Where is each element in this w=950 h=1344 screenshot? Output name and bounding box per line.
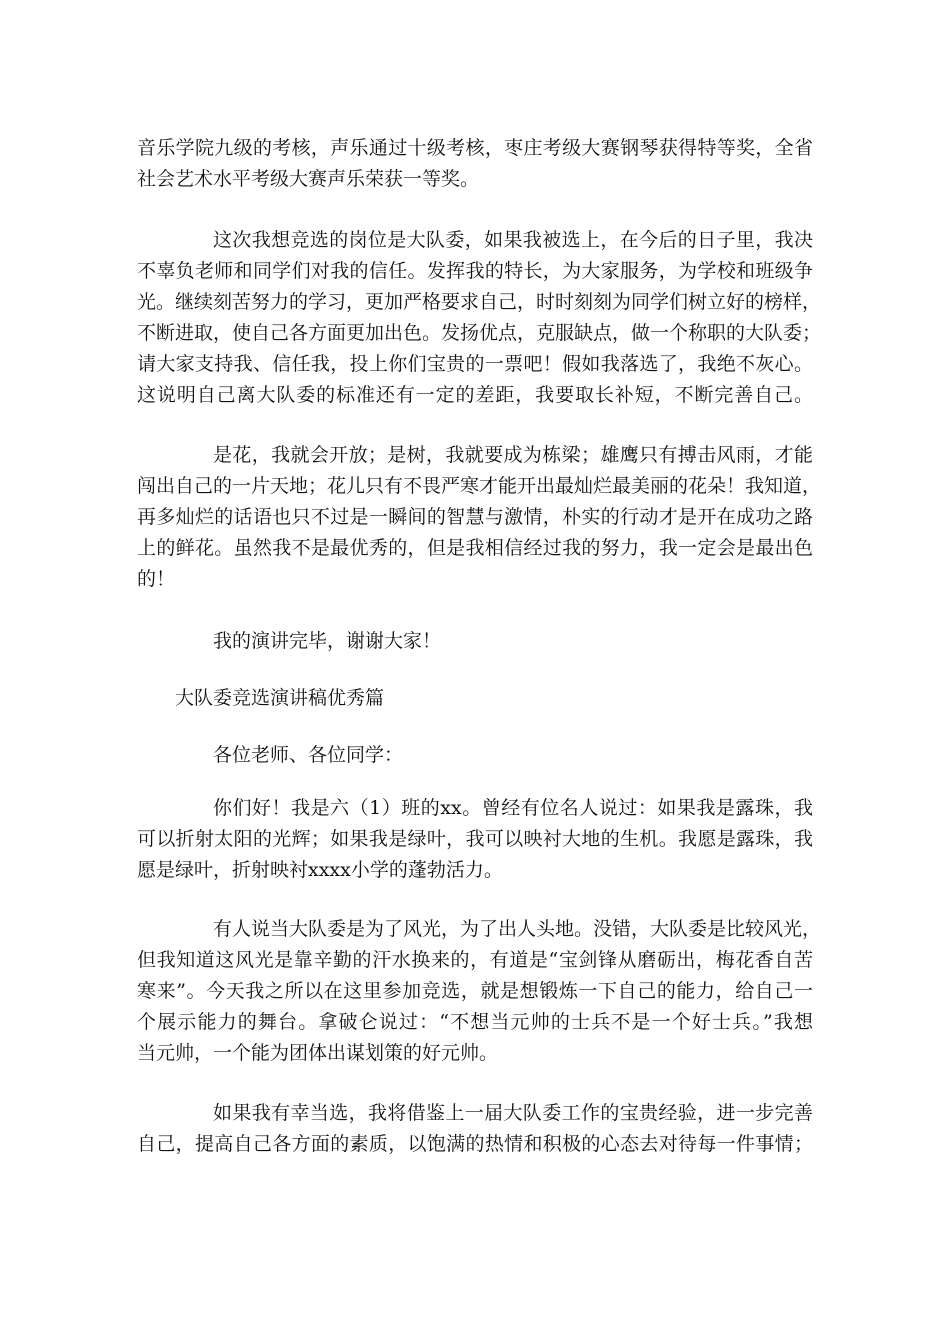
text-line: 愿是绿叶，折射映衬xxxx小学的蓬勃活力。 [137, 859, 503, 881]
text-line: 的！ [137, 568, 176, 590]
paragraph-4 [137, 626, 813, 657]
text-line: 有人说当大队委是为了风光，为了出人头地。没错，大队委是比较风光， [213, 918, 822, 940]
paragraph-7 [137, 1098, 813, 1160]
text-line: 不辜负老师和同学们对我的信任。发挥我的特长，为大家服务，为学校和班级争 [137, 260, 813, 282]
text-line: 音乐学院九级的考核，声乐通过十级考核，枣庄考级大赛钢琴获得特等奖，全省 [137, 137, 813, 159]
text-line: 闯出自己的一片天地；花儿只有不畏严寒才能开出最灿烂最美丽的花朵！我知道， [137, 475, 822, 497]
text-line: 自己，提高自己各方面的素质，以饱满的热情和积极的心态去对待每一件事情； [137, 1133, 813, 1155]
paragraph-2 [137, 225, 822, 411]
section-title [137, 683, 813, 714]
text-line: 上的鲜花。虽然我不是最优秀的，但是我相信经过我的努力，我一定会是最出色 [137, 537, 813, 559]
text-line: 但我知道这风光是靠辛勤的汗水换来的，有道是“宝剑锋从磨砺出，梅花香自苦 [137, 949, 813, 971]
text-line: 如果我有幸当选，我将借鉴上一届大队委工作的宝贵经验，进一步完善 [213, 1102, 813, 1124]
paragraph-6 [137, 914, 822, 1069]
text-line: 这说明自己离大队委的标准还有一定的差距，我要取长补短，不断完善自己。 [137, 384, 813, 406]
text-line: 当元帅，一个能为团体出谋划策的好元帅。 [137, 1042, 499, 1064]
text-line: 是花，我就会开放；是树，我就要成为栋梁；雄鹰只有搏击风雨，才能 [213, 444, 813, 466]
salutation [137, 740, 813, 771]
text-line: 再多灿烂的话语也只不过是一瞬间的智慧与激情，朴实的行动才是开在成功之路 [137, 506, 813, 528]
text-line: 请大家支持我、信任我，投上你们宝贵的一票吧！假如我落选了，我绝不灰心。 [137, 353, 813, 375]
paragraph-5 [137, 793, 813, 886]
text-line: 不断进取，使自己各方面更加出色。发扬优点，克服缺点，做一个称职的大队委； [137, 322, 822, 344]
text-line: 你们好！我是六（1）班的xx。曾经有位名人说过：如果我是露珠，我 [213, 797, 813, 819]
text-line: 社会艺术水平考级大赛声乐荣获一等奖。 [137, 168, 480, 190]
text-line: 个展示能力的舞台。拿破仑说过：“不想当元帅的士兵不是一个好士兵。”我想 [137, 1011, 813, 1033]
text-line: 寒来”。今天我之所以在这里参加竞选，就是想锻炼一下自己的能力，给自己一 [137, 980, 813, 1002]
text-line: 这次我想竞选的岗位是大队委，如果我被选上，在今后的日子里，我决 [213, 229, 813, 251]
text-line: 可以折射太阳的光辉；如果我是绿叶，我可以映衬大地的生机。我愿是露珠，我 [137, 828, 813, 850]
text-line: 大队委竞选演讲稿优秀篇 [175, 687, 385, 709]
text-line: 我的演讲完毕，谢谢大家！ [213, 630, 442, 652]
paragraph-1 [137, 133, 813, 195]
text-line: 各位老师、各位同学： [213, 744, 404, 766]
paragraph-3 [137, 440, 822, 595]
text-line: 光。继续刻苦努力的学习，更加严格要求自己，时时刻刻为同学们树立好的榜样， [137, 291, 822, 313]
